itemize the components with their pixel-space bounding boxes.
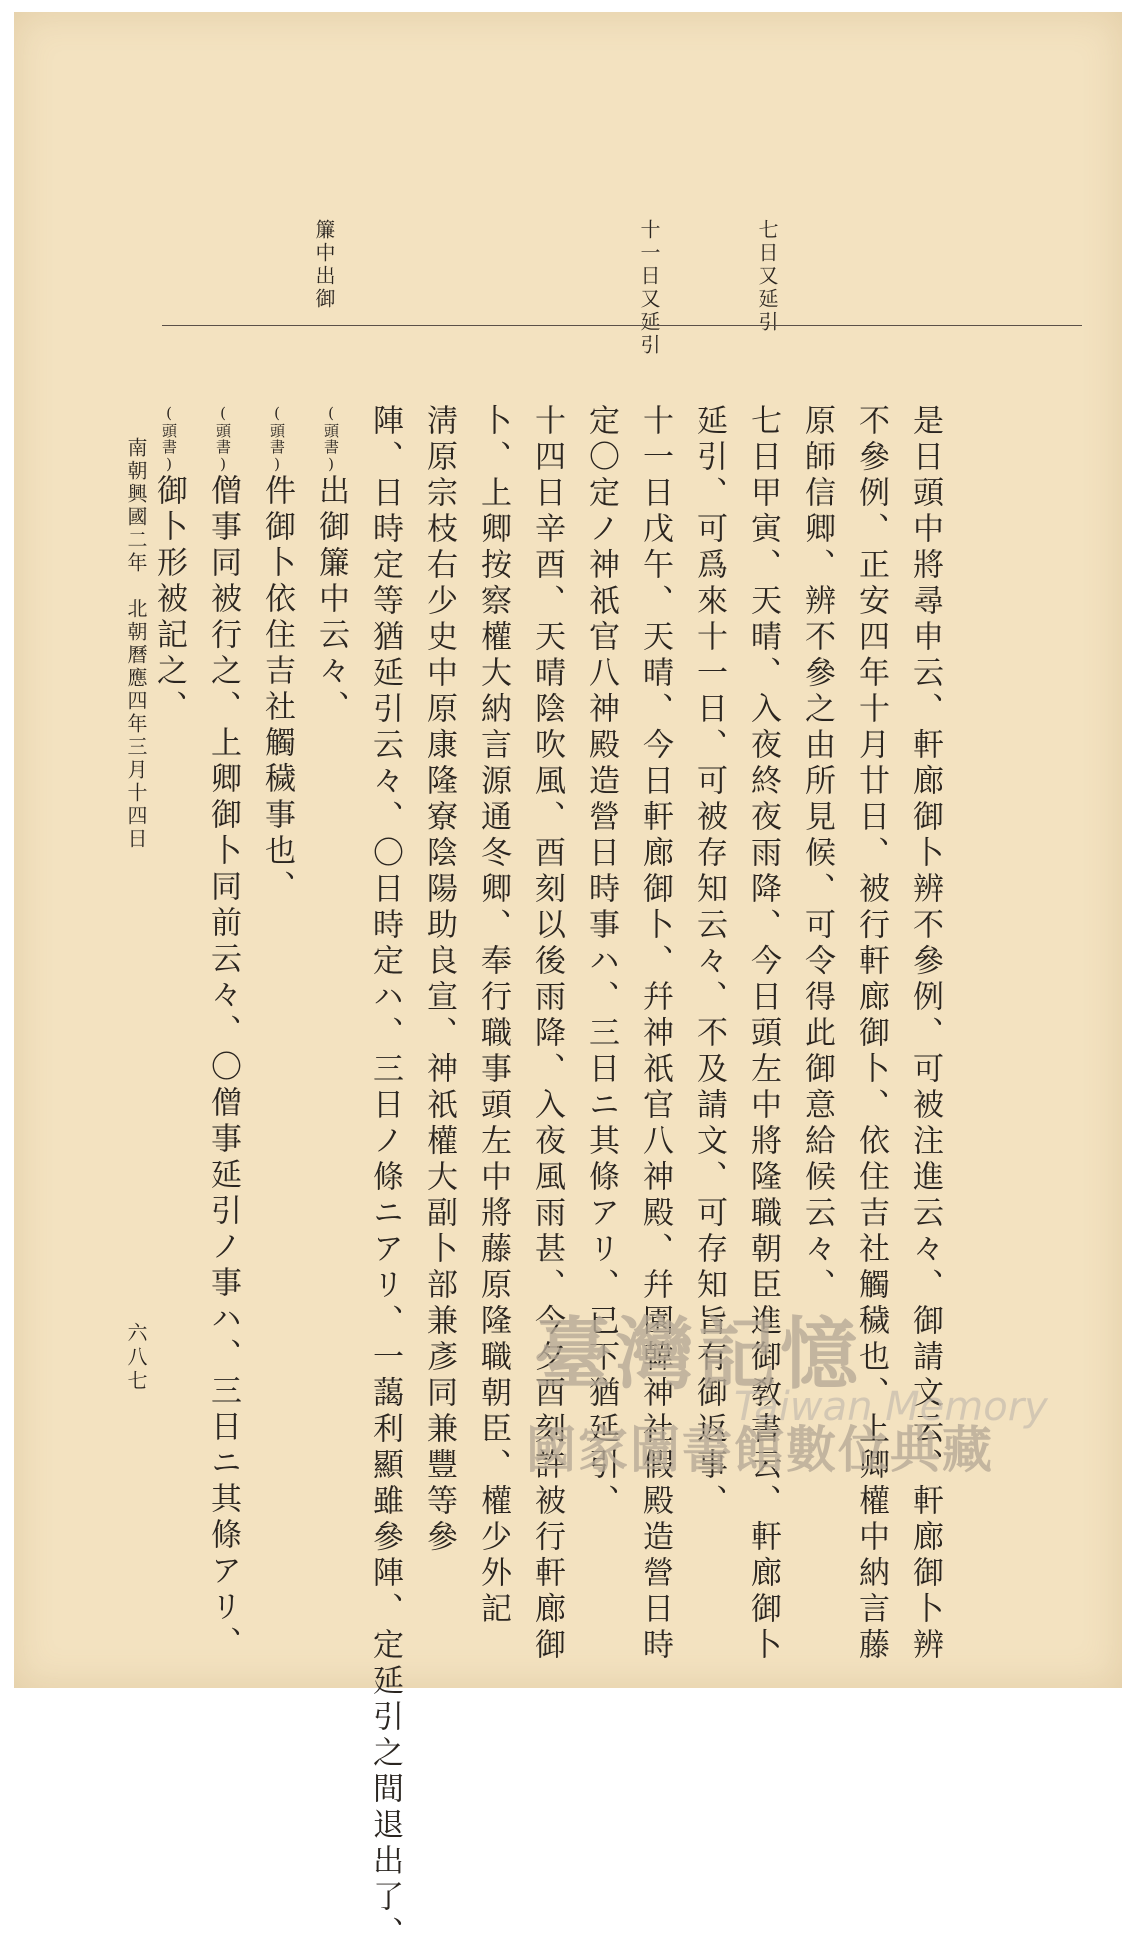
text-column: 不參例、正安四年十月廿日、被行軒廊御卜、依住吉社觸穢也、上卿權中納言藤 xyxy=(853,404,889,1664)
page-number: 六八七 xyxy=(124,1322,148,1394)
head-note-text: 僧事同被行之、上卿御卜同前云々、〇僧事延引ノ事ハ、三日ニ其條アリ、 xyxy=(205,474,241,1662)
document-page xyxy=(14,12,1122,1952)
text-column: 七日甲寅、天晴、入夜終夜雨降、今日頭左中將隆職朝臣進御敎書云、軒廊御卜 xyxy=(745,404,781,1664)
watermark-sub-text: 國家圖書館數位典藏 xyxy=(526,1421,994,1479)
margin-note: 十一日又延引 xyxy=(637,219,661,357)
text-column: 十四日辛酉、天晴陰吹風、酉刻以後雨降、入夜風雨甚、今夕酉刻許被行軒廊御 xyxy=(529,404,565,1664)
text-column-annotated xyxy=(148,404,190,726)
text-column-annotated xyxy=(256,404,298,906)
text-column-annotated xyxy=(310,404,352,726)
text-column: 淸原宗枝右少史中原康隆寮陰陽助良宣、神祇權大副卜部兼彥同兼豐等參 xyxy=(421,404,457,1556)
running-title: 南朝興國二年 北朝曆應四年三月十四日 xyxy=(124,437,148,851)
text-column: 卜、上卿按察權大納言源通冬卿、奉行職事頭左中將藤原隆職朝臣、權少外記 xyxy=(475,404,511,1628)
text-column: 原師信卿、辨不參之由所見候、可令得此御意給候云々、 xyxy=(799,404,835,1304)
text-column-annotated xyxy=(202,404,244,1662)
text-column: 陣、日時定等猶延引云々、〇日時定ハ、三日ノ條ニアリ、一藹利顯雖參陣、定延引之間退出了、 xyxy=(367,404,403,1952)
text-column: 是日頭中將尋申云、軒廊御卜辨不參例、可被注進云々、御請文云、軒廊御卜辨 xyxy=(907,404,943,1664)
head-note-text: 御卜形被記之、 xyxy=(151,474,187,726)
watermark-main-text: 臺灣記憶 xyxy=(534,1310,863,1400)
margin-note: 簾中出御 xyxy=(312,219,336,311)
margin-divider xyxy=(162,325,1082,326)
margin-note: 七日又延引 xyxy=(755,219,779,334)
head-note-text: 出御簾中云々、 xyxy=(313,474,349,726)
head-note-label: (頭書) xyxy=(160,404,178,474)
head-note-label: (頭書) xyxy=(214,404,232,474)
head-note-label: (頭書) xyxy=(268,404,286,474)
head-note-text: 件御卜依住吉社觸穢事也、 xyxy=(259,474,295,906)
text-column: 十一日戊午、天晴、今日軒廊御卜、幷神祇官八神殿、幷園韓神社假殿造營日時 xyxy=(637,404,673,1664)
head-note-label: (頭書) xyxy=(322,404,340,474)
watermark-english-text: Taiwan Memory xyxy=(734,1384,1048,1430)
text-column: 定〇定ノ神祇官八神殿造營日時事ハ、三日ニ其條アリ、已下猶延引、 xyxy=(583,404,619,1520)
text-column: 延引、可爲來十一日、可被存知云々、不及請文、可存知旨有御返事、 xyxy=(691,404,727,1520)
